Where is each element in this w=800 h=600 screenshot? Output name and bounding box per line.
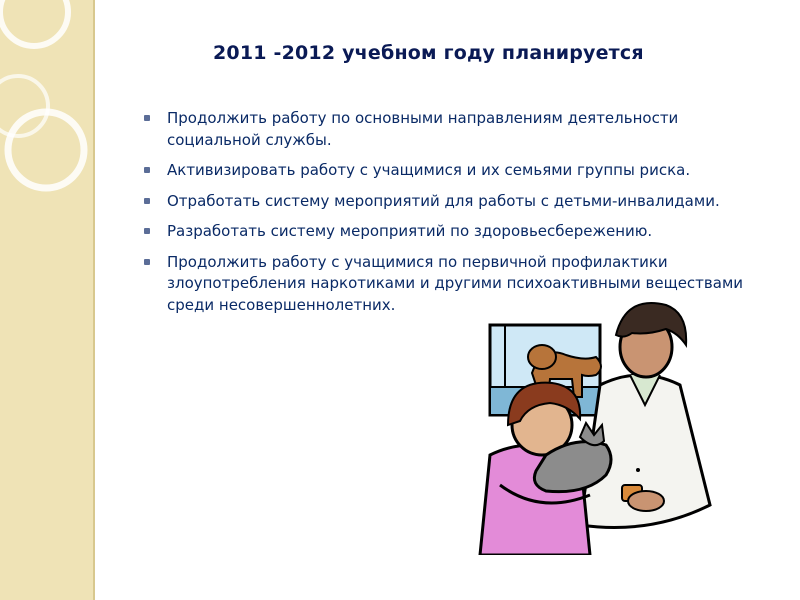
bullet-icon	[144, 115, 150, 121]
plan-list	[142, 108, 762, 325]
list-item	[142, 160, 762, 182]
slide-title: 2011 -2012 учебном году планируется	[213, 42, 644, 64]
list-item	[142, 108, 762, 151]
bullet-icon	[144, 167, 150, 173]
list-item-text: Отработать систему мероприятий для работы с детьми-инвалидами.	[167, 191, 720, 210]
list-item-text: Продолжить работу по основными направлениям деятельности социальной службы.	[167, 109, 679, 149]
list-item-text: Разработать систему мероприятий по здоровьесбережению.	[167, 222, 653, 240]
bullet-icon	[144, 198, 150, 204]
list-item-text: Активизировать работу с учащимися и их семьями группы риска.	[167, 161, 691, 179]
veterinarian-illustration-icon	[450, 295, 750, 555]
list-item-text: Продолжить работу с учащимися по первичной профилактики злоупотребления наркотиками и другими психоактивными веществами среди несовершеннолетних.	[167, 252, 744, 314]
decorative-rings-icon	[0, 0, 120, 220]
bullet-icon	[144, 228, 150, 234]
list-item	[142, 221, 762, 243]
bullet-icon	[144, 259, 150, 265]
list-item	[142, 191, 762, 213]
